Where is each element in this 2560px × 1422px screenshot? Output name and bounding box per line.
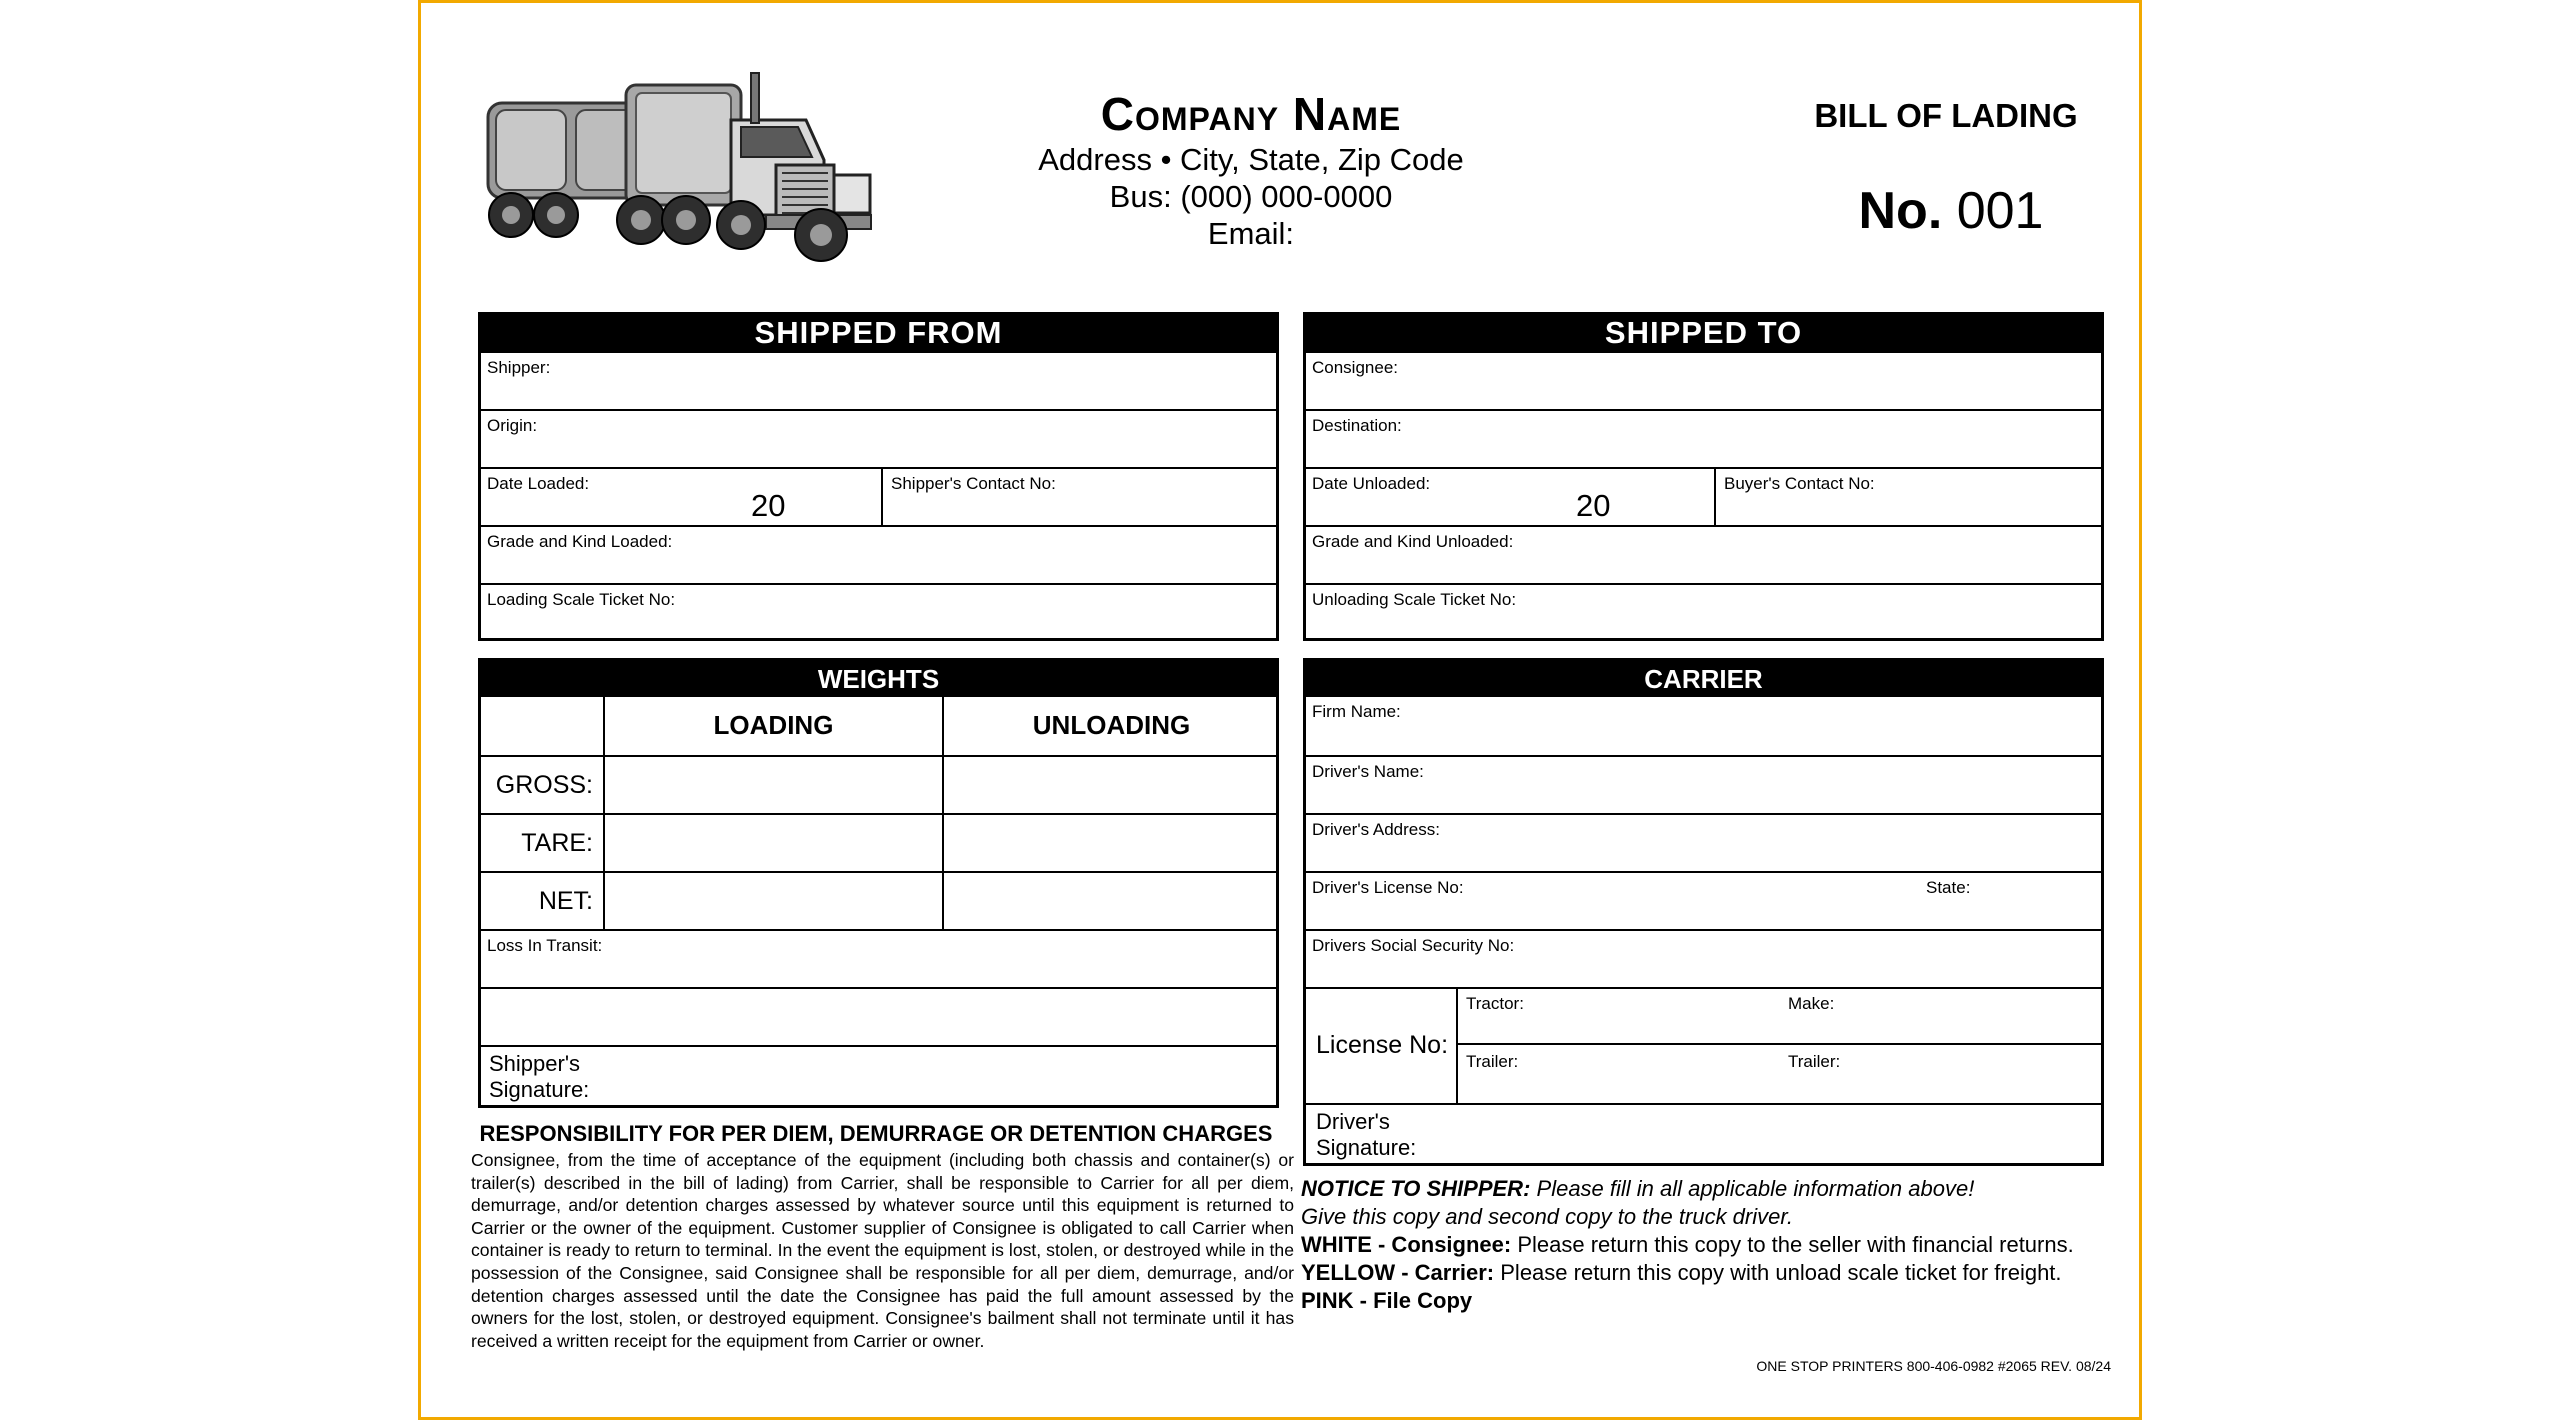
- notice-lead: NOTICE TO SHIPPER:: [1301, 1176, 1531, 1201]
- trailer-label-2: Trailer:: [1788, 1052, 1841, 1071]
- loading-ticket-field[interactable]: [481, 583, 1276, 641]
- firm-name-field[interactable]: [1306, 697, 2101, 755]
- tare-row: [481, 813, 1276, 871]
- date-unloaded-year: 20: [1576, 488, 1611, 523]
- notice-pink: [1301, 1287, 2101, 1315]
- company-email: Email:: [1207, 216, 1295, 251]
- printer-footer: ONE STOP PRINTERS 800-406-0982 #2065 REV. 08/24: [1756, 1358, 2111, 1374]
- trailer-label-1: Trailer:: [1466, 1052, 1519, 1071]
- shipper-contact-label: Shipper's Contact No:: [891, 474, 1056, 493]
- driver-signature-label: [1316, 1109, 1416, 1161]
- tare-unloading-field[interactable]: [944, 815, 1279, 871]
- company-phone: Bus: (000) 000-0000: [1109, 179, 1393, 214]
- driver-name-label: Driver's Name:: [1312, 762, 1424, 781]
- responsibility-title: RESPONSIBILITY FOR PER DIEM, DEMURRAGE OR DETENTION CHARGES: [479, 1121, 1273, 1146]
- carrier-title: CARRIER: [1306, 661, 2101, 697]
- shipper-field[interactable]: [481, 351, 1276, 409]
- tare-loading-field[interactable]: [605, 815, 942, 871]
- loss-in-transit-field[interactable]: [481, 929, 1276, 987]
- notice-pink-label: PINK - File Copy: [1301, 1288, 1473, 1313]
- unloading-ticket-label: Unloading Scale Ticket No:: [1312, 590, 1517, 609]
- notice-line-2: Give this copy and second copy to the truck driver.: [1301, 1204, 1793, 1229]
- document-title: BILL OF LADING: [1814, 97, 2078, 134]
- carrier-section: [1303, 658, 2104, 1166]
- firm-name-label: Firm Name:: [1312, 702, 1401, 721]
- unloading-ticket-field[interactable]: [1306, 583, 2101, 641]
- driver-address-field[interactable]: [1306, 813, 2101, 871]
- date-unloaded-label: Date Unloaded:: [1312, 474, 1431, 493]
- shipped-from-section: [478, 312, 1279, 641]
- driver-address-label: Driver's Address:: [1312, 820, 1440, 839]
- destination-label: Destination:: [1312, 416, 1402, 435]
- date-unloaded-row: [1306, 467, 2101, 525]
- grade-unloaded-field[interactable]: [1306, 525, 2101, 583]
- document-number-value: 001: [1956, 182, 2044, 240]
- document-number-label: No.: [1858, 182, 1943, 240]
- loading-ticket-label: Loading Scale Ticket No:: [487, 590, 676, 609]
- gross-row: [481, 755, 1276, 813]
- shipper-signature-label-line2: Signature:: [489, 1077, 590, 1102]
- grade-loaded-label: Grade and Kind Loaded:: [487, 532, 673, 551]
- grade-unloaded-label: Grade and Kind Unloaded:: [1312, 532, 1514, 551]
- net-loading-field[interactable]: [605, 873, 942, 929]
- driver-license-label: Driver's License No:: [1312, 878, 1464, 897]
- origin-field[interactable]: [481, 409, 1276, 467]
- notice-white-text: Please return this copy to the seller with financial returns.: [1511, 1232, 2074, 1257]
- net-row: [481, 871, 1276, 929]
- loading-column-header: LOADING: [713, 710, 834, 740]
- net-label: NET:: [538, 887, 593, 915]
- tractor-field[interactable]: [1458, 989, 2101, 1045]
- shipped-to-section: [1303, 312, 2104, 641]
- notice-yellow: [1301, 1259, 2101, 1287]
- company-address: Address • City, State, Zip Code: [1038, 142, 1464, 177]
- consignee-field[interactable]: [1306, 351, 2101, 409]
- consignee-label: Consignee:: [1312, 358, 1399, 377]
- weights-header-row: [481, 697, 1276, 755]
- date-loaded-year: 20: [751, 488, 786, 523]
- date-loaded-label: Date Loaded:: [487, 474, 590, 493]
- weights-section: [478, 658, 1279, 1108]
- gross-label: GROSS:: [495, 771, 593, 799]
- bill-of-lading-form: [418, 0, 2142, 1420]
- origin-label: Origin:: [487, 416, 538, 435]
- gross-unloading-field[interactable]: [944, 757, 1279, 813]
- notice-lead-text: Please fill in all applicable information above!: [1530, 1176, 1975, 1201]
- trailer-field[interactable]: [1458, 1047, 2101, 1103]
- dump-truck-icon: [476, 65, 876, 270]
- notice-yellow-text: Please return this copy with unload scale ticket for freight.: [1494, 1260, 2062, 1285]
- shipped-from-title: SHIPPED FROM: [481, 315, 1276, 351]
- shipper-signature-label-line1: Shipper's: [489, 1051, 581, 1076]
- tare-label: TARE:: [521, 829, 593, 857]
- responsibility-body: Consignee, from the time of acceptance of the equipment (including both chassis and container(s) or trailer(s) described in the bill of lading) from Carrier, shall be responsible to Carrier for all per diem, demurrage, and/or detention charges assessed by whatever source until this equipment is returned to Carrier or the owner of the equipment. Customer supplier of Consignee is obligated to call Carrier when container is ready to return to terminal. In the event the equipment is lost, stolen, or destroyed while in the possession of the Consignee, said Consignee shall be responsible for all per diem, demurrage, and/or detention charges assessed until the date the Consignee has paid the full amount assessed by the owners for the lost, stolen, or destroyed equipment. Consignee's bailment shall not terminate until it has received a written receipt for the equipment from Carrier or owner.: [471, 1150, 1294, 1351]
- driver-signature-label-line2: Signature:: [1316, 1135, 1417, 1160]
- loss-in-transit-label: Loss In Transit:: [487, 936, 603, 955]
- driver-signature-label-line1: Driver's: [1316, 1109, 1390, 1134]
- driver-ssn-field[interactable]: [1306, 929, 2101, 987]
- destination-field[interactable]: [1306, 409, 2101, 467]
- net-unloading-field[interactable]: [944, 873, 1279, 929]
- gross-loading-field[interactable]: [605, 757, 942, 813]
- driver-ssn-label: Drivers Social Security No:: [1312, 936, 1515, 955]
- notice-white: [1301, 1231, 2101, 1259]
- make-label: Make:: [1788, 994, 1835, 1013]
- driver-license-field[interactable]: [1306, 871, 2101, 929]
- license-no-row: [1306, 987, 2101, 1103]
- date-loaded-row: [481, 467, 1276, 525]
- grade-loaded-field[interactable]: [481, 525, 1276, 583]
- loss-in-transit-extra-field[interactable]: [481, 987, 1276, 1045]
- license-no-label: License No:: [1316, 1031, 1449, 1059]
- shipper-label: Shipper:: [487, 358, 551, 377]
- shipped-to-title: SHIPPED TO: [1306, 315, 2101, 351]
- notice-white-label: WHITE - Consignee:: [1301, 1232, 1512, 1257]
- document-number: [1801, 181, 2101, 241]
- buyer-contact-label: Buyer's Contact No:: [1724, 474, 1875, 493]
- tractor-label: Tractor:: [1466, 994, 1524, 1013]
- shipper-signature-field[interactable]: [481, 1045, 1276, 1107]
- shipper-signature-label: [489, 1051, 589, 1103]
- driver-signature-field[interactable]: [1306, 1103, 2101, 1165]
- state-label: State:: [1926, 878, 1971, 897]
- unloading-column-header: UNLOADING: [1032, 710, 1191, 740]
- notice-block: [1301, 1175, 2101, 1315]
- notice-yellow-label: YELLOW - Carrier:: [1301, 1260, 1495, 1285]
- weights-title: WEIGHTS: [481, 661, 1276, 697]
- driver-name-field[interactable]: [1306, 755, 2101, 813]
- company-name: Company Name: [1100, 88, 1402, 140]
- notice-line-1: [1301, 1175, 2101, 1203]
- company-info: [901, 87, 1601, 252]
